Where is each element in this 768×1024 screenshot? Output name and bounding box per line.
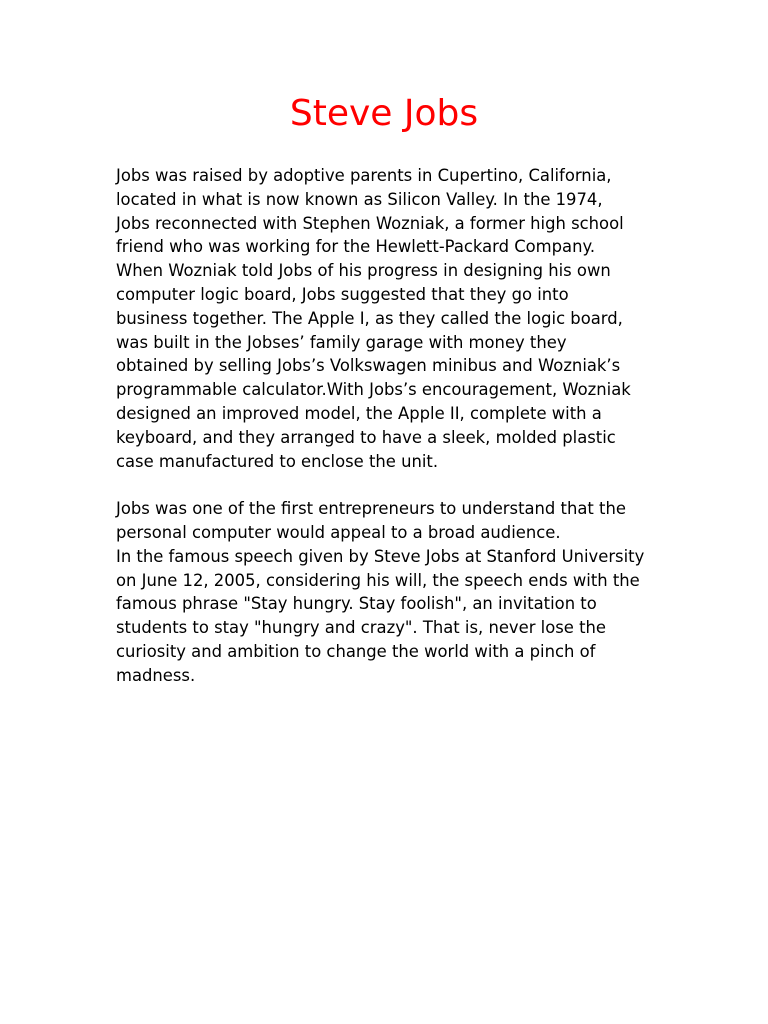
text-line: curiosity and ambition to change the world with a pinch of	[116, 641, 596, 661]
text-line: computer logic board, Jobs suggested that they go into	[116, 284, 569, 304]
paragraph-3	[116, 545, 676, 688]
text-line: In the famous speech given by Steve Jobs at Stanford University	[116, 546, 645, 566]
text-line: programmable calculator.With Jobs’s encouragement, Wozniak	[116, 380, 631, 400]
text-line: case manufactured to enclose the unit.	[116, 451, 439, 471]
document-title: Steve Jobs	[289, 93, 479, 134]
text-line: Jobs was raised by adoptive parents in Cupertino, California,	[116, 166, 612, 185]
text-line: was built in the Jobses’ family garage with money they	[116, 332, 567, 352]
text-line: famous phrase "Stay hungry. Stay foolish", an invitation to	[116, 594, 597, 614]
paragraph-1	[116, 164, 676, 473]
text-line: obtained by selling Jobs’s Volkswagen minibus and Wozniak’s	[116, 356, 621, 376]
text-line: personal computer would appeal to a broad audience.	[116, 522, 561, 542]
text-line: keyboard, and they arranged to have a sleek, molded plastic	[116, 427, 616, 447]
text-line: Jobs was one of the first entrepreneurs to understand that the	[116, 499, 626, 519]
text-line: students to stay "hungry and crazy". That is, never lose the	[116, 618, 606, 638]
text-line: friend who was working for the Hewlett-Packard Company.	[116, 237, 596, 257]
paragraph-2	[116, 497, 676, 545]
text-line: located in what is now known as Silicon Valley. In the 1974,	[116, 189, 603, 209]
text-line: business together. The Apple I, as they called the logic board,	[116, 308, 623, 328]
paragraph-spacer	[116, 473, 676, 497]
document-body	[116, 164, 676, 688]
text-line: madness.	[116, 665, 196, 685]
text-line: When Wozniak told Jobs of his progress in designing his own	[116, 261, 611, 281]
text-line: on June 12, 2005, considering his will, the speech ends with the	[116, 570, 640, 590]
text-line: Jobs reconnected with Stephen Wozniak, a former high school	[116, 213, 624, 233]
text-line: designed an improved model, the Apple II, complete with a	[116, 403, 602, 423]
